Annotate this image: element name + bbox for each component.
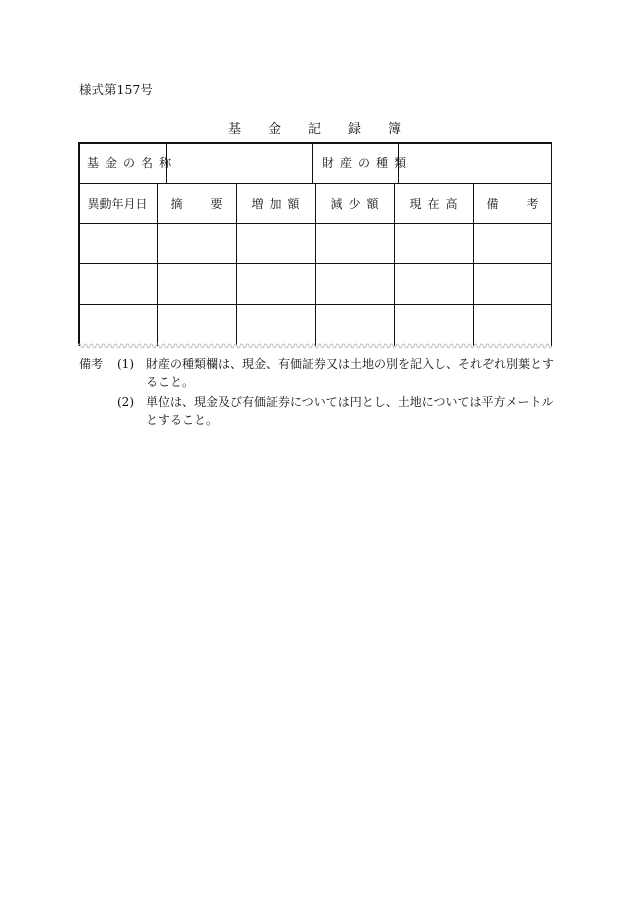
table-continuation-wave: [78, 341, 552, 351]
column-header-char: 減: [330, 196, 343, 211]
row-divider: [78, 263, 552, 264]
fund-name-value: [167, 142, 312, 183]
property-type-label-char: 種: [376, 156, 389, 170]
title-char: 簿: [388, 122, 403, 137]
column-header: [236, 183, 315, 223]
column-header: [394, 183, 473, 223]
property-type-value: [399, 142, 551, 183]
property-type-label-char: 産: [340, 156, 353, 170]
note-number: (2): [117, 395, 134, 409]
note-text: 財産の種類欄は、現金、有価証券又は土地の別を記入し、それぞれ別葉とすること。: [146, 357, 555, 389]
column-header-char: 考: [526, 196, 539, 211]
column-header-char: 高: [445, 196, 458, 211]
property-type-label-char: 財: [322, 156, 335, 170]
fund-name-label-char: の: [123, 156, 136, 170]
row-divider: [78, 223, 552, 224]
property-type-label: [313, 142, 407, 183]
fund-record-table: [78, 142, 552, 346]
column-header-char: 増: [251, 196, 264, 211]
fund-name-label-char: 基: [87, 156, 100, 170]
column-header-char: 在: [427, 196, 440, 211]
fund-name-label-char: 金: [105, 156, 118, 170]
wave-line: [78, 344, 552, 348]
fund-name-label: [78, 142, 172, 183]
fund-name-label-char: 称: [159, 156, 172, 170]
column-header-char: 額: [287, 196, 300, 211]
title-char: 録: [348, 122, 363, 137]
document-title: [0, 118, 630, 137]
column-header: [473, 183, 552, 223]
form-number: 様式第157号: [79, 82, 153, 97]
property-type-label-char: の: [358, 156, 371, 170]
title-char: 記: [307, 122, 322, 137]
note-text: 単位は、現金及び有価証券については円とし、土地については平方メートルとすること。: [146, 395, 554, 427]
column-header-char: 要: [210, 196, 223, 211]
property-type-label-char: 類: [394, 156, 407, 170]
column-header-char: 額: [366, 196, 379, 211]
column-header-char: 加: [269, 196, 282, 211]
column-header: [157, 183, 236, 223]
column-header-char: 現: [409, 196, 422, 211]
column-header-char: 備: [486, 196, 499, 211]
title-char: 金: [267, 122, 282, 137]
column-header: [315, 183, 394, 223]
note-number: (1): [117, 357, 134, 371]
fund-name-label-char: 名: [141, 156, 154, 170]
column-header-char: 摘: [170, 196, 183, 211]
row-divider: [78, 304, 552, 305]
title-char: 基: [227, 122, 242, 137]
column-header-char: 少: [348, 196, 361, 211]
column-header: [78, 183, 157, 223]
notes-label: 備考: [79, 357, 104, 371]
column-header-char: 異動年月日: [87, 196, 148, 211]
